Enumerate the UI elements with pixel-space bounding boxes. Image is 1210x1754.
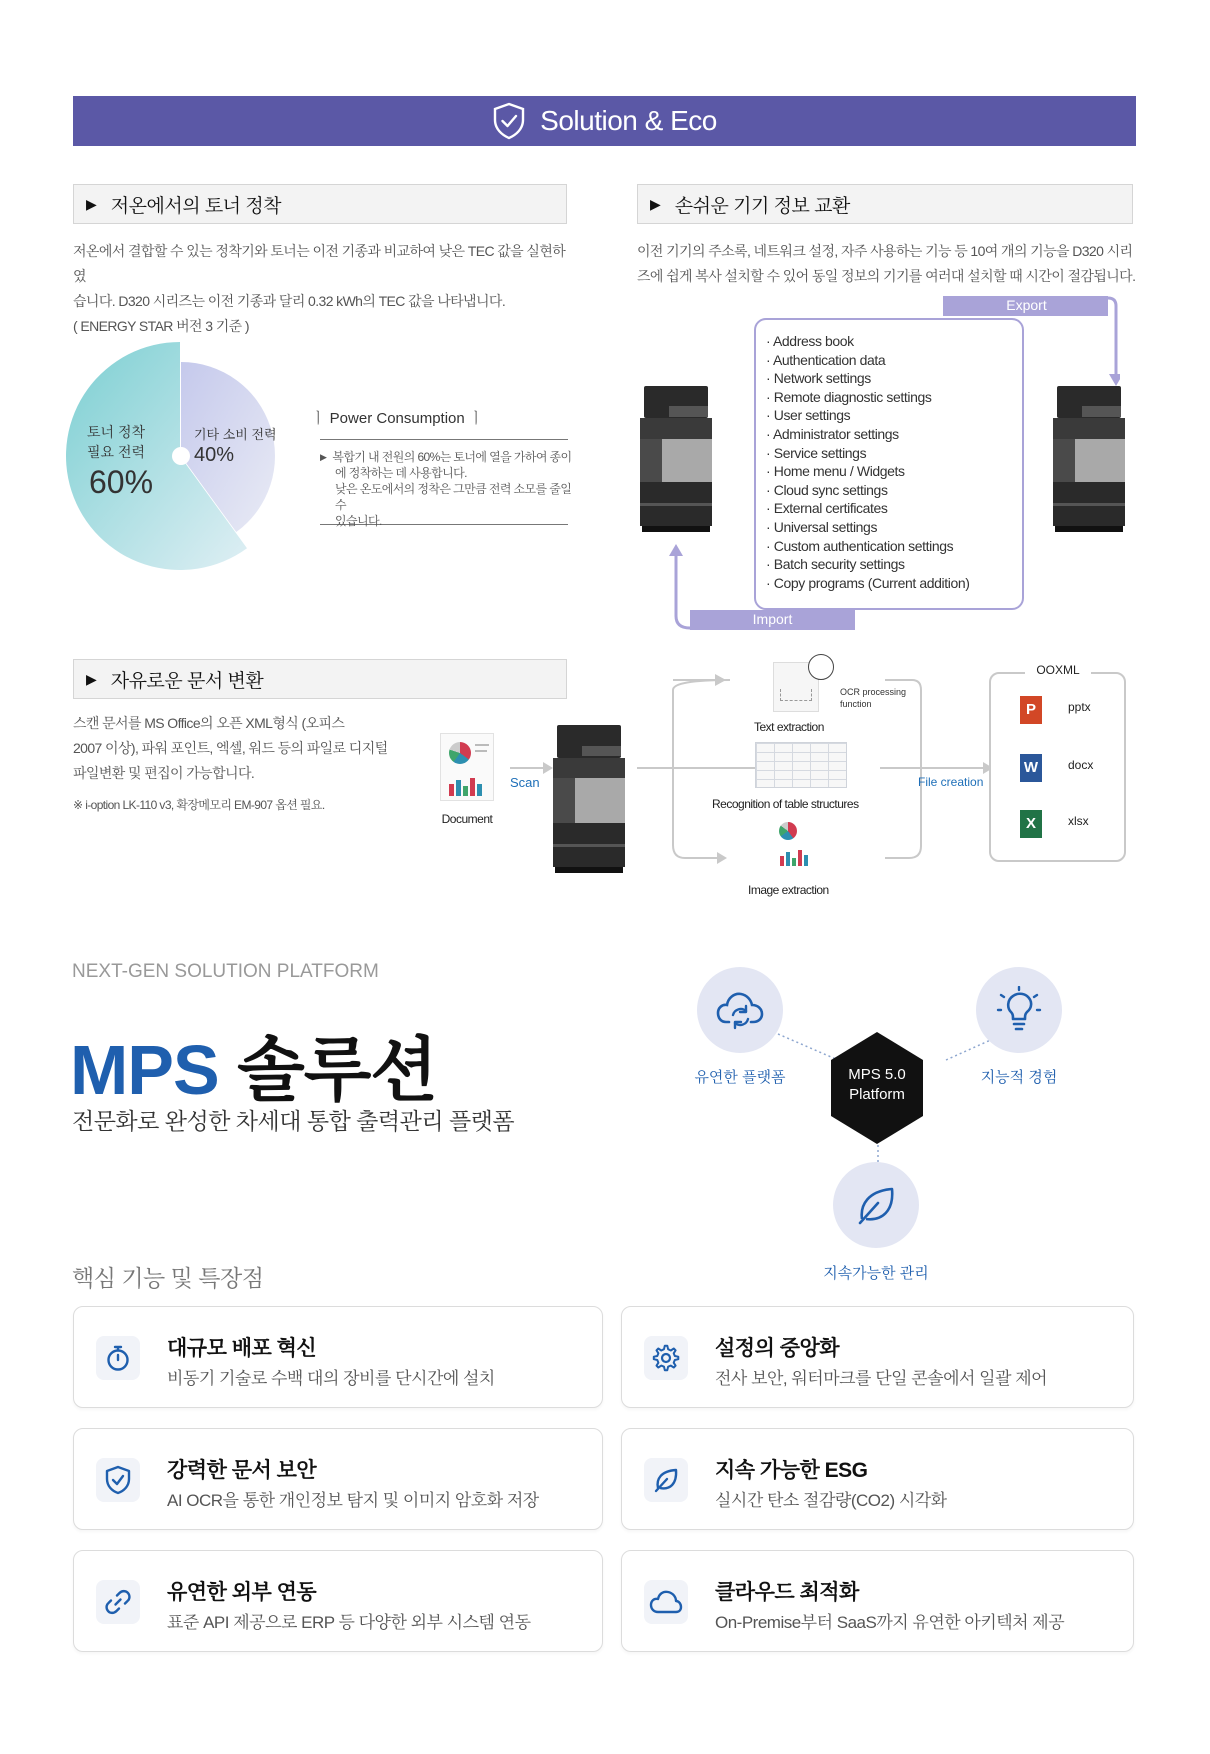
gear-icon	[644, 1336, 688, 1380]
exchange-section-header	[637, 184, 1133, 224]
banner-title: Solution & Eco	[540, 105, 717, 136]
feature-title: 클라우드 최적화	[715, 1581, 859, 1604]
solution-eco-banner	[73, 96, 1136, 146]
powerpoint-icon: P	[1020, 696, 1042, 724]
feature-card-esg	[621, 1428, 1134, 1530]
feature-desc: 전사 보안, 워터마크를 단일 콘솔에서 일괄 제어	[715, 1369, 1048, 1388]
toner-description	[73, 239, 573, 339]
import-label: Import	[752, 611, 793, 627]
node-intelligent-experience	[976, 967, 1062, 1053]
power-note: ▶ 복합기 내 전원의 60%는 토너에 열을 가하여 종이 에 정착하는 데 사용합니다. 낮은 온도에서의 정착은 그만큼 전력 소모를 줄일 수 있습니다.	[320, 450, 572, 528]
cloud-icon	[644, 1580, 688, 1624]
image-extraction-label: Image extraction	[748, 883, 829, 897]
feature-card-external-integration	[73, 1550, 603, 1652]
toner-desc-line: ( ENERGY STAR 버전 3 기준 )	[73, 318, 249, 334]
link-icon	[96, 1580, 140, 1624]
exchange-list-item: · Network settings	[766, 370, 871, 387]
mps-hub-label: MPS 5.0 Platform	[848, 1066, 906, 1103]
convert-header-text: 자유로운 문서 변환	[110, 670, 264, 692]
slice-value-other: 40%	[194, 444, 235, 466]
file-creation-label: File creation	[918, 775, 984, 789]
feature-card-central-settings	[621, 1306, 1134, 1408]
shield-check-icon	[96, 1458, 140, 1502]
exchange-header-text: 손쉬운 기기 정보 교환	[674, 195, 850, 217]
image-extraction-thumbnail	[776, 820, 812, 868]
toner-desc-line: 습니다. D320 시리즈는 이전 기종과 달리 0.32 kWh의 TEC 값을 나타냅니다.	[73, 293, 506, 309]
leaf-icon	[644, 1458, 688, 1502]
stopwatch-icon	[96, 1336, 140, 1380]
exchange-list-item: · Universal settings	[766, 518, 878, 535]
mps-subtitle: 전문화로 완성한 차세대 통합 출력관리 플랫폼	[72, 1108, 515, 1134]
shield-check-icon	[492, 102, 526, 140]
triangle-bullet-icon: ▶	[86, 670, 97, 687]
feature-desc: AI OCR을 통한 개인정보 탐지 및 이미지 암호화 저장	[167, 1491, 539, 1510]
pie-center-dot	[172, 447, 190, 465]
triangle-bullet-icon: ▶	[86, 195, 97, 212]
slice-value-toner: 60%	[89, 464, 154, 500]
exchange-list-item: · Cloud sync settings	[766, 481, 888, 498]
exchange-list-item: · Administrator settings	[766, 425, 899, 442]
triangle-bullet-icon: ▶	[650, 195, 661, 212]
convert-option-note: ※ i-option LK-110 v3, 확장메모리 EM-907 옵션 필요.	[73, 798, 325, 812]
exchange-list-item: · Service settings	[766, 444, 867, 461]
exchange-description	[637, 239, 1137, 289]
mps-title: MPS 솔루션	[70, 1031, 438, 1109]
exchange-desc-line: 즈에 쉽게 복사 설치할 수 있어 동일 정보의 기기를 여러대 설치할 때 시간이 절감됩니다.	[637, 268, 1136, 284]
feature-title: 유연한 외부 연동	[167, 1581, 317, 1604]
exchange-list-item: · User settings	[766, 407, 851, 424]
printer-source	[640, 386, 712, 532]
node-flexible-platform-label: 유연한 플랫폼	[694, 1069, 786, 1086]
ocr-label: OCR processing function	[840, 687, 907, 709]
convert-desc-line: 스캔 문서를 MS Office의 오픈 XML형식 (오피스	[73, 715, 345, 731]
excel-icon: X	[1020, 810, 1042, 838]
document-label: Document	[441, 812, 493, 826]
feature-desc: On-Premise부터 SaaS까지 유연한 아키텍처 제공	[715, 1613, 1065, 1632]
word-icon: W	[1020, 754, 1042, 782]
feature-desc: 표준 API 제공으로 ERP 등 다양한 외부 시스템 연동	[167, 1613, 531, 1632]
feature-title: 지속 가능한 ESG	[715, 1459, 868, 1482]
power-pie-chart	[66, 340, 296, 572]
lightbulb-icon	[995, 986, 1043, 1034]
exchange-desc-line: 이전 기기의 주소록, 네트워크 설정, 자주 사용하는 기능 등 10여 개의 기능을 D320 시리	[637, 243, 1133, 259]
feature-title: 강력한 문서 보안	[167, 1459, 317, 1482]
toner-header-text: 저온에서의 토너 정착	[110, 195, 282, 217]
feature-card-mass-deployment	[73, 1306, 603, 1408]
exchange-items-list	[766, 332, 969, 592]
mps-kicker: NEXT-GEN SOLUTION PLATFORM	[72, 961, 379, 982]
slice-label-toner: 토너 정착 필요 전력	[87, 424, 145, 460]
feature-title: 설정의 중앙화	[715, 1337, 840, 1360]
feature-desc: 비동기 기술로 수백 대의 장비를 단시간에 설치	[167, 1369, 495, 1388]
node-flexible-platform	[697, 967, 783, 1053]
exchange-list-item: · Custom authentication settings	[766, 537, 954, 554]
feature-desc: 실시간 탄소 절감량(CO2) 시각화	[715, 1491, 947, 1510]
text-extraction-label: Text extraction	[754, 720, 824, 734]
exchange-list-item: · Authentication data	[766, 351, 886, 368]
exchange-list-item: · Address book	[766, 333, 854, 349]
ooxml-box	[989, 672, 1126, 862]
features-heading: 핵심 기능 및 특장점	[72, 1265, 264, 1291]
convert-description	[73, 711, 423, 786]
magnifier-icon	[808, 654, 834, 680]
exchange-list-item: · Remote diagnostic settings	[766, 388, 932, 405]
node-sustainable-management	[833, 1162, 919, 1248]
exchange-list-item: · Batch security settings	[766, 556, 905, 573]
node-sustainable-management-label: 지속가능한 관리	[823, 1265, 929, 1282]
table-structure-thumbnail	[755, 742, 847, 788]
table-recognition-label: Recognition of table structures	[712, 797, 859, 811]
exchange-list-item: · External certificates	[766, 500, 888, 517]
convert-desc-line: 파일변환 및 편집이 가능합니다.	[73, 765, 255, 781]
export-label: Export	[1006, 297, 1047, 313]
ooxml-label: OOXML	[1025, 663, 1091, 677]
node-intelligent-experience-label: 지능적 경험	[980, 1069, 1058, 1086]
leaf-icon	[854, 1183, 898, 1227]
printer-target	[1053, 386, 1125, 532]
feature-card-document-security	[73, 1428, 603, 1530]
toner-desc-line: 저온에서 결합할 수 있는 정착기와 토너는 이전 기종과 비교하여 낮은 TEC 값을 실현하였	[73, 243, 566, 284]
feature-card-cloud-optimization	[621, 1550, 1134, 1652]
cloud-sync-icon	[715, 988, 765, 1032]
exchange-list-item: · Home menu / Widgets	[766, 463, 905, 480]
feature-title: 대규모 배포 혁신	[167, 1337, 317, 1360]
exchange-list-item: · Copy programs (Current addition)	[766, 574, 970, 591]
convert-desc-line: 2007 이상), 파워 포인트, 엑셀, 워드 등의 파일로 디지털	[73, 740, 388, 756]
toner-section-header	[73, 184, 567, 224]
divider	[320, 439, 568, 440]
convert-section-header	[73, 659, 567, 699]
document-thumbnail	[440, 733, 494, 801]
scan-label: Scan	[510, 775, 540, 790]
power-consumption-title: ㅣ Power Consumption ㅣ	[311, 410, 484, 427]
slice-label-other: 기타 소비 전력	[194, 427, 277, 442]
